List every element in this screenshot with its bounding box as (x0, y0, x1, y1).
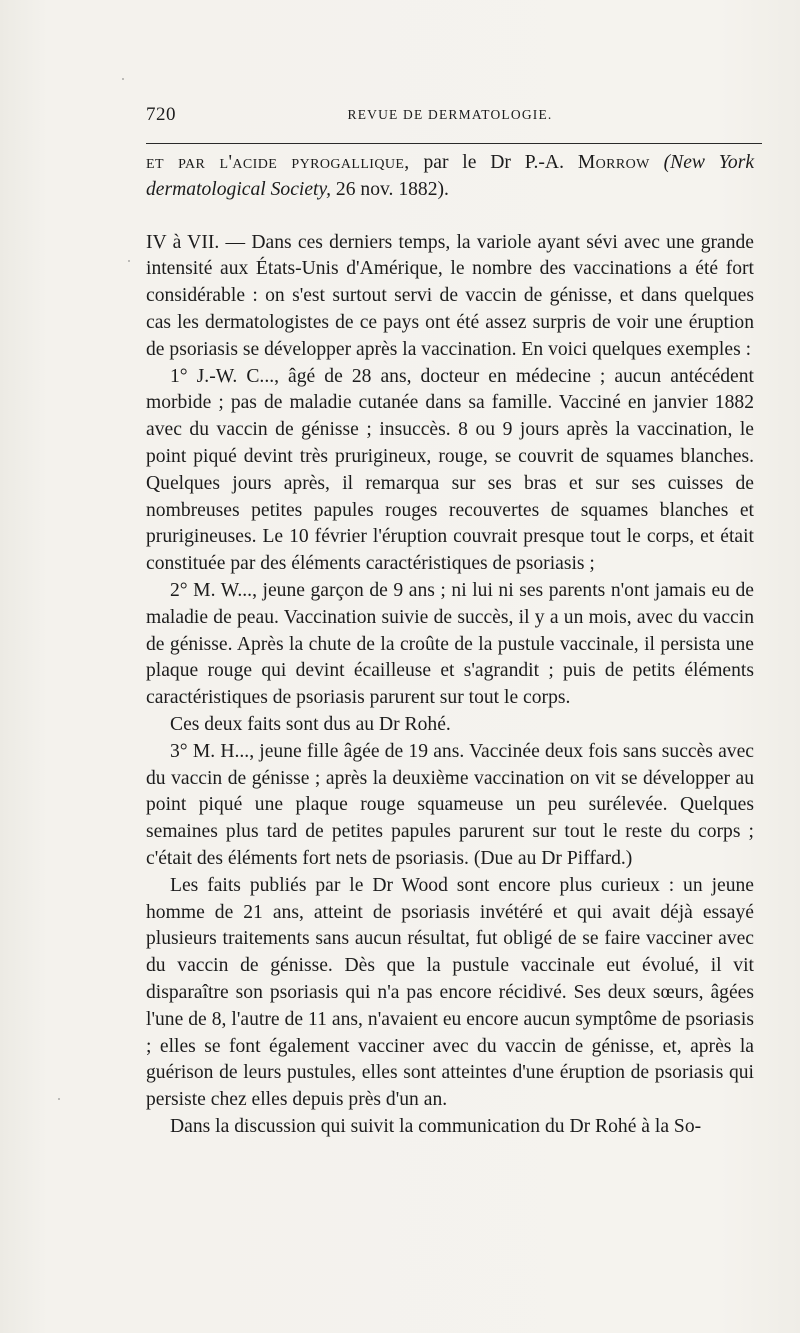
header-rule (146, 143, 762, 144)
paragraph-discussion: Dans la discussion qui suivit la communication du Dr Rohé à la So- (170, 1115, 702, 1137)
title-smallcaps: et par l'acide pyrogallique, (146, 152, 410, 173)
title-author: Morrow (577, 152, 650, 173)
article-body (146, 150, 754, 1141)
paper-speck (58, 1098, 60, 1100)
paper-speck (122, 78, 124, 80)
paragraph-case-2: 2° M. W..., jeune garçon de 9 ans ; ni lui ni ses parents n'ont jamais eu de maladie de peau. Vaccination suivie de succès, il y a un mois, avec du vaccin de génisse. Après la chute de la croûte de la pustule vaccinale, il persista une plaque rouge qui devint écailleuse et s'agrandit ; puis de petits éléments caractéristiques de psoriasis parurent sur tout le corps. (146, 579, 754, 709)
running-title: REVUE DE DERMATOLOGIE. (347, 107, 553, 122)
page-header (146, 104, 754, 130)
paragraph-case-1: 1° J.-W. C..., âgé de 28 ans, docteur en médecine ; aucun antécédent morbide ; pas de maladie cutanée dans sa famille. Vacciné en janvier 1882 avec du vaccin de génisse ; insuccès. 8 ou 9 jours après la vaccination, le point piqué devint très prurigineux, rouge, se couvrit de squames blanches. Quelques jours après, il remarqua sur ses bras et sur ses cuisses de nombreuses petites papules rouges recouvertes de squames blanches et prurigineuses. Le 10 février l'éruption couvrait presque tout le corps, et était constituée par des éléments caractéristiques de psoriasis ; (146, 365, 754, 575)
page-number: 720 (146, 104, 176, 125)
title-date: 26 nov. 1882). (335, 178, 449, 200)
title-by: par le Dr P.-A. (423, 152, 564, 173)
paragraph-attribution: Ces deux faits sont dus au Dr Rohé. (170, 713, 451, 735)
title-source: (New York dermatological Society, (146, 152, 755, 200)
paragraph-intro: IV à VII. — Dans ces derniers temps, la variole ayant sévi avec une grande intensité aux États-Unis d'Amérique, le nombre des vaccinations a été fort considérable : on s'est surtout servi de vaccin de génisse, et dans quelques cas les dermatologistes de ce pays ont été assez surpris de voir une éruption de psoriasis se développer après la vaccination. En voici quelques exemples : (146, 231, 754, 360)
paper-speck (128, 260, 130, 262)
article-title-line (146, 150, 754, 204)
paragraph-wood-cases: Les faits publiés par le Dr Wood sont encore plus curieux : un jeune homme de 21 ans, atteint de psoriasis invétéré et qui avait déjà essayé plusieurs traitements sans aucun résultat, fut obligé de se faire vacciner avec du vaccin de génisse. Dès que la pustule vaccinale eut évolué, il vit disparaître son psoriasis qui n'a pas encore récidivé. Ses deux sœurs, âgées l'une de 8, l'autre de 11 ans, n'avaient eu encore aucun symptôme de psoriasis ; elles se font également vacciner avec du vaccin de génisse, et, après la guérison de leurs pustules, elles sont atteintes d'une éruption de psoriasis qui persiste chez elles depuis près d'un an. (146, 874, 754, 1111)
paragraph-case-3: 3° M. H..., jeune fille âgée de 19 ans. Vaccinée deux fois sans succès avec du vaccin de génisse ; après la deuxième vaccination on vit se développer au point piqué une plaque rouge squameuse un peu surélevée. Quelques semaines plus tard de petites papules parurent sur tout le reste du corps ; c'était des éléments fort nets de psoriasis. (Due au Dr Piffard.) (146, 740, 754, 869)
